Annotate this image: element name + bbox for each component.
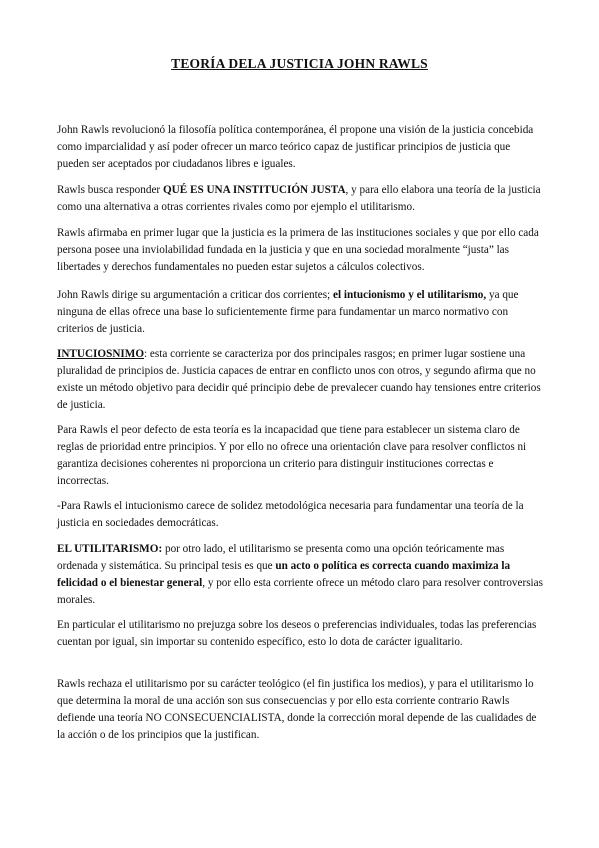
text-segment: John Rawls dirige su argumentación a criticar dos corrientes;: [57, 289, 333, 301]
text-segment: Rawls busca responder: [57, 184, 163, 196]
bold-phrase: el intucionismo y el utilitarismo,: [332, 289, 487, 301]
paragraph-inviolabilidad: Rawls afirmaba en primer lugar que la justicia es la primera de las instituciones sociales y que por ello cada persona posee una inviolabilidad fundada en la justicia y que en una sociedad moralmente “justa” las libertades y derechos fundamentales no pueden estar sujetos a cálculos colectivos.: [57, 227, 539, 273]
paragraph-intuicionismo: [57, 346, 545, 414]
text-segment: , y por ello esta corriente ofrece un método claro para resolver controversias morales.: [57, 576, 543, 606]
bold-phrase: QUÉ ES UNA INSTITUCIÓN JUSTA: [162, 184, 346, 196]
text-segment: ya que ninguna de ellas ofrece una base lo suficientemente firme para fundamentar un marco normativo con criterios de justicia.: [57, 289, 519, 335]
paragraph-intro: John Rawls revolucionó la filosofía política contemporánea, él propone una visión de la justicia concebida como imparcialidad y así poder ofrecer un marco teórico capaz de justificar principios de justicia que pueden ser aceptados por ciudadanos libres e iguales.: [57, 124, 534, 170]
paragraph-utilitarismo: [57, 541, 545, 609]
paragraph-igualitario: En particular el utilitarismo no prejuzga sobre los deseos o preferencias individuales, todas las preferencias cuentan por igual, sin importar su contenido específico, esto lo dota de carácter igualitario.: [57, 619, 537, 648]
text-segment: , y para ello elabora una teoría de la justicia como una alternativa a otras corrientes rivales como por ejemplo el utilitarismo.: [57, 184, 541, 213]
paragraph-dos-corrientes: [57, 287, 545, 338]
document-title: TEORÍA DELA JUSTICIA JOHN RAWLS: [171, 56, 428, 71]
paragraph-carece-solidez: -Para Rawls el intucionismo carece de solidez metodológica necesaria para fundamentar una teoría de la justicia en sociedades democráticas.: [57, 500, 524, 529]
section-heading: EL UTILITARISMO:: [57, 543, 163, 555]
section-heading: INTUCIOSNIMO: [57, 348, 145, 360]
paragraph-peor-defecto: Para Rawls el peor defecto de esta teoría es la incapacidad que tiene para establecer un sistema claro de reglas de prioridad entre principios. Y por ello no ofrece una orientación clave para resolver conflictos ni garantiza decisiones coherentes ni proporciona un criterio para distinguir instituciones correctas e incorrectas.: [57, 424, 527, 487]
paragraph-rechazo: Rawls rechaza el utilitarismo por su carácter teológico (el fin justifica los medios), y para el utilitarismo lo que determina la moral de una acción son sus consecuencias y por ello esta corriente contrario Rawls defiende una teoría NO CONSECUENCIALISTA, donde la corrección moral depende de las cualidades de la acción o de los principios que la justifican.: [57, 678, 537, 741]
text-segment: : esta corriente se caracteriza por dos principales rasgos; en primer lugar sostiene una pluralidad de principios de. Justicia capaces de entrar en conflicto unos con otros, y segundo afirma que no existe un método objetivo para decidir qué principio debe de prevalecer cuando hay tensiones entre criterios de justicia.: [57, 348, 541, 411]
bold-phrase: un acto o política es correcta cuando maximiza la felicidad o el bienestar general: [57, 559, 511, 589]
paragraph-institucion-justa: [57, 182, 545, 216]
text-segment: por otro lado, el utilitarismo se presenta como una opción teóricamente mas ordenada y sistemática. Su principal tesis es que: [57, 543, 505, 572]
